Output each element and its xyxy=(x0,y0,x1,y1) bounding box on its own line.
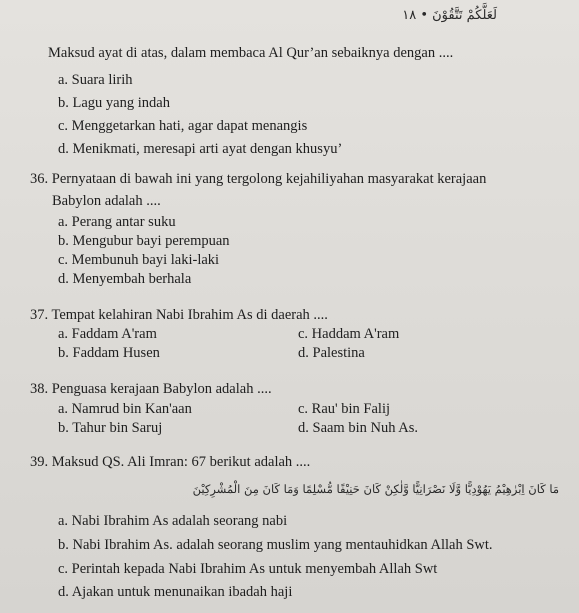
q37-option-b[interactable]: b. Faddam Husen xyxy=(58,345,160,361)
arabic-verse-q39: مَا كَانَ اِبْرٰهِيْمُ يَهُوْدِيًّا وَّلَا نَصْرَانِيًّا وَّلٰكِنْ كَانَ حَنِيْفًا مُّسْلِمًا وَمَا كَانَ مِنَ الْمُشْرِكِيْنَ xyxy=(192,482,559,496)
q35-option-c[interactable]: c. Menggetarkan hati, agar dapat menangis xyxy=(58,118,308,134)
q39-stem: 39. Maksud QS. Ali Imran: 67 berikut adalah .... xyxy=(30,454,311,470)
q36-option-a[interactable]: a. Perang antar suku xyxy=(58,214,176,230)
q36-option-c[interactable]: c. Membunuh bayi laki-laki xyxy=(58,252,220,268)
q39-option-c[interactable]: c. Perintah kepada Nabi Ibrahim As untuk menyembah Allah Swt xyxy=(58,561,438,577)
arabic-verse-top: لَعَلَّكُمْ تَتَّقُوْنَ • ١٨ xyxy=(402,8,497,23)
q36-option-b[interactable]: b. Mengubur bayi perempuan xyxy=(58,233,230,249)
q35-option-b[interactable]: b. Lagu yang indah xyxy=(58,95,170,111)
q37-option-d[interactable]: d. Palestina xyxy=(298,345,365,361)
q39-option-b[interactable]: b. Nabi Ibrahim As. adalah seorang muslim yang mentauhidkan Allah Swt. xyxy=(58,537,493,553)
q39-option-a[interactable]: a. Nabi Ibrahim As adalah seorang nabi xyxy=(58,513,288,529)
q38-option-a[interactable]: a. Namrud bin Kan'aan xyxy=(58,401,192,417)
q35-option-a[interactable]: a. Suara lirih xyxy=(58,72,133,88)
q37-option-a[interactable]: a. Faddam A'ram xyxy=(58,326,157,342)
q38-option-b[interactable]: b. Tahur bin Saruj xyxy=(58,420,163,436)
q39-option-d[interactable]: d. Ajakan untuk menunaikan ibadah haji xyxy=(58,584,293,600)
q35-stem: Maksud ayat di atas, dalam membaca Al Qur’an sebaiknya dengan .... xyxy=(48,45,454,61)
q35-option-d[interactable]: d. Menikmati, meresapi arti ayat dengan khusyu’ xyxy=(58,141,343,157)
q38-option-c[interactable]: c. Rau' bin Falij xyxy=(298,401,391,417)
q37-option-c[interactable]: c. Haddam A'ram xyxy=(298,326,400,342)
q36-option-d[interactable]: d. Menyembah berhala xyxy=(58,271,192,287)
q37-stem: 37. Tempat kelahiran Nabi Ibrahim As di daerah .... xyxy=(30,307,328,323)
q36-stem: 36. Pernyataan di bawah ini yang tergolong kejahiliyahan masyarakat kerajaan xyxy=(30,171,487,187)
q36-stem-cont: Babylon adalah .... xyxy=(52,193,161,209)
q38-stem: 38. Penguasa kerajaan Babylon adalah .... xyxy=(30,381,272,397)
q38-option-d[interactable]: d. Saam bin Nuh As. xyxy=(298,420,419,436)
